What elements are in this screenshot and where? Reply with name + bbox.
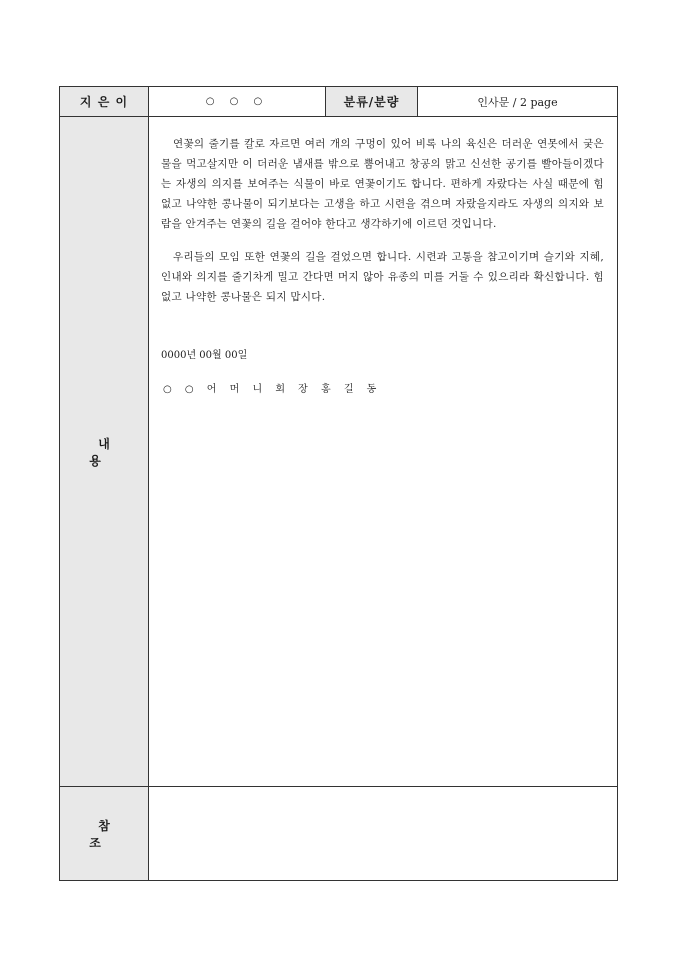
date-line: 0000년 00월 00일 [161, 350, 248, 361]
content-label-text: 내 용 [89, 436, 128, 468]
header-row [60, 87, 618, 117]
signature-line: ○ ○ 어 머 니 회 장 홍 길 동 [163, 384, 382, 395]
category-label: 분류/분량 [326, 87, 418, 117]
document-form-table [59, 86, 618, 881]
content-paragraph-1: 연꽃의 줄기를 칼로 자르면 여러 개의 구멍이 있어 비록 나의 육신은 더러운 연못에서 궂은 물을 먹고살지만 이 더러운 냄새를 밖으로 뿜어내고 창공의 맑고 신선한 공기를 빨아들이겠다는 자생의 의지를 보여주는 식물이 바로 연꽃이기도 합니다. 편하게 자랐다는 사실 때문에 힘없고 나약한 콩나물이 되기보다는 고생을 하고 시련을 겪으며 자랐을지라도 자생의 의지와 보람을 안겨주는 연꽃의 길을 걸어야 한다고 생각하기에 이르던 것입니다. [161, 138, 604, 230]
category-value: 인사문 / 2 page [418, 87, 618, 117]
author-label: 지 은 이 [60, 87, 149, 117]
reference-label-text: 참 조 [89, 818, 128, 850]
content-label [60, 117, 149, 787]
content-row [60, 117, 618, 787]
reference-value [149, 787, 618, 881]
author-value: ○ ○ ○ [149, 87, 326, 117]
reference-row [60, 787, 618, 881]
reference-label [60, 787, 149, 881]
content-paragraph-2: 우리들의 모임 또한 연꽃의 길을 걸었으면 합니다. 시련과 고통을 참고이기며 슬기와 지혜, 인내와 의지를 줄기차게 밀고 간다면 머지 않아 유종의 미를 거둘 수 있으리라 확신합니다. 힘없고 나약한 콩나물은 되지 맙시다. [161, 251, 604, 303]
content-body [149, 117, 618, 787]
